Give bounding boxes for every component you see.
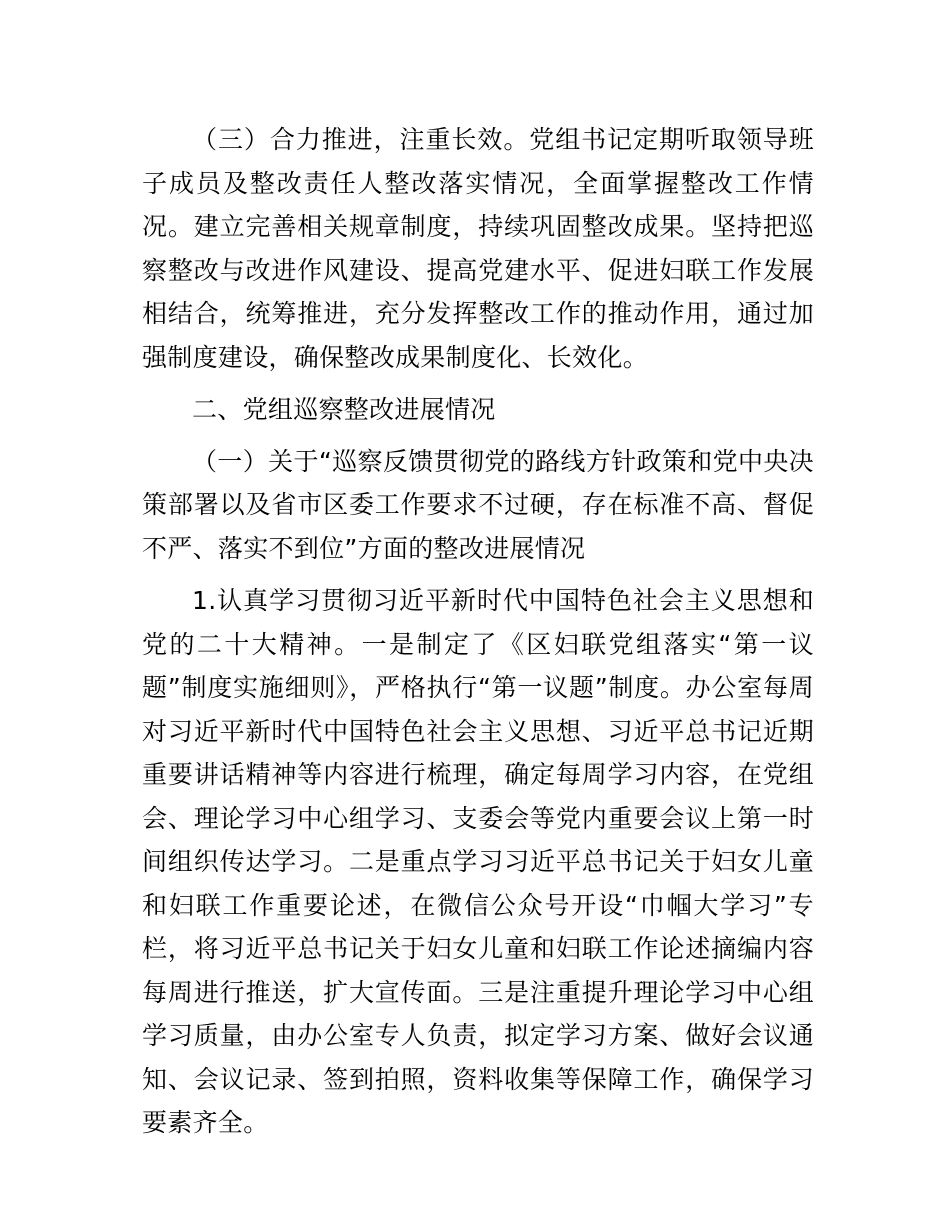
paragraph-item-one: 1.认真学习贯彻习近平新时代中国特色社会主义思想和党的二十大精神。一是制定了《区妇联党组落实“第一议题”制度实施细则》，严格执行“第一议题”制度。办公室每周对习近平新时代中国特色社会主义思想、习近平总书记近期重要讲话精神等内容进行梳理，确定每周学习内容，在党组会、理论学习中心组学习、支委会等党内重要会议上第一时间组织传达学习。二是重点学习习近平总书记关于妇女儿童和妇联工作重要论述，在微信公众号开设“巾帼大学习”专栏，将习近平总书记关于妇女儿童和妇联工作论述摘编内容每周进行推送，扩大宣传面。三是注重提升理论学习中心组学习质量，由办公室专人负责，拟定学习方案、做好会议通知、会议记录、签到拍照，资料收集等保障工作，确保学习要素齐全。	[142, 586, 814, 1137]
section-heading-two: 二、党组巡察整改进展情况	[192, 395, 496, 424]
paragraph-section-three-summary: （三）合力推进，注重长效。党组书记定期听取领导班子成员及整改责任人整改落实情况，全面掌握整改工作情况。建立完善相关规章制度，持续巩固整改成果。坚持把巡察整改与改进作风建设、提高党建水平、促进妇联工作发展相结合，统筹推进，充分发挥整改工作的推动作用，通过加强制度建设，确保整改成果制度化、长效化。	[142, 125, 814, 372]
document-body	[142, 118, 814, 1145]
subsection-heading-one: （一）关于“巡察反馈贯彻党的路线方针政策和党中央决策部署以及省市区委工作要求不过硬，存在标准不高、督促不严、落实不到位”方面的整改进展情况	[142, 446, 814, 563]
